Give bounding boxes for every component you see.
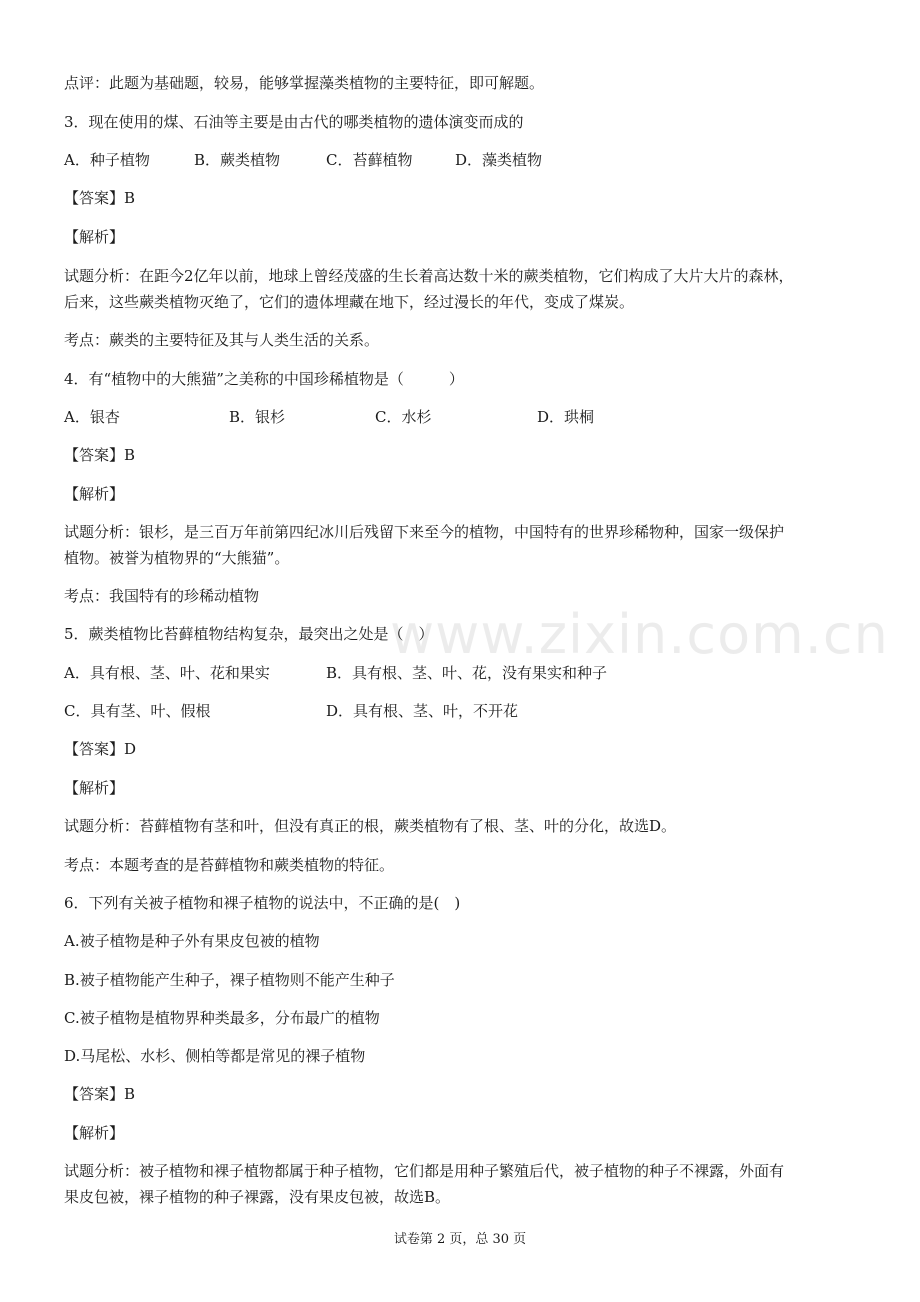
q5-option-d: D．具有根、茎、叶，不开花 xyxy=(326,702,519,720)
analysis-text: 试题分析：银杉，是三百万年前第四纪冰川后残留下来至今的植物，中国特有的世界珍稀物种，国家一级保护 xyxy=(64,523,785,541)
q6-option-d: D.马尾松、水杉、侧柏等都是常见的裸子植物 xyxy=(64,1047,366,1065)
watermark: www.zixin.com.cn xyxy=(390,603,889,666)
q5-option-b: B．具有根、茎、叶、花，没有果实和种子 xyxy=(326,664,608,682)
answer-line: 【答案】B xyxy=(64,446,136,464)
analysis-heading: 【解析】 xyxy=(64,485,125,503)
q5-option-a: A．具有根、茎、叶、花和果实 xyxy=(64,664,270,682)
analysis-heading: 【解析】 xyxy=(64,1124,125,1142)
comment-line: 点评：此题为基础题，较易，能够掌握藻类植物的主要特征，即可解题。 xyxy=(64,74,545,92)
question-3: 3．现在使用的煤、石油等主要是由古代的哪类植物的遗体演变而成的 xyxy=(64,113,524,131)
analysis-text: 试题分析：苔藓植物有茎和叶，但没有真正的根，蕨类植物有了根、茎、叶的分化，故选D。 xyxy=(64,817,677,835)
answer-line: 【答案】D xyxy=(64,740,137,758)
page-footer: 试卷第 2 页，总 30 页 xyxy=(393,1232,527,1247)
q6-option-a: A.被子植物是种子外有果皮包被的植物 xyxy=(64,932,320,950)
q4-option-d: D．珙桐 xyxy=(537,408,595,426)
q6-option-b: B.被子植物能产生种子，裸子植物则不能产生种子 xyxy=(64,971,395,989)
knowledge-point: 考点：蕨类的主要特征及其与人类生活的关系。 xyxy=(64,331,380,349)
knowledge-point: 考点：我国特有的珍稀动植物 xyxy=(64,587,260,605)
analysis-heading: 【解析】 xyxy=(64,228,125,246)
answer-line: 【答案】B xyxy=(64,1085,136,1103)
q4-option-b: B．银杉 xyxy=(229,408,286,426)
q5-option-c: C．具有茎、叶、假根 xyxy=(64,702,211,720)
q4-option-a: A．银杏 xyxy=(64,408,120,426)
analysis-text: 试题分析：在距今2亿年以前，地球上曾经茂盛的生长着高达数十米的蕨类植物，它们构成了大片大片的森林， xyxy=(64,267,794,285)
q3-option-a: A．种子植物 xyxy=(64,151,150,169)
q4-option-c: C．水杉 xyxy=(375,408,432,426)
q3-option-c: C．苔藓植物 xyxy=(326,151,413,169)
analysis-text: 后来，这些蕨类植物灭绝了，它们的遗体埋藏在地下，经过漫长的年代，变成了煤炭。 xyxy=(64,293,635,311)
q6-option-c: C.被子植物是植物界种类最多，分布最广的植物 xyxy=(64,1009,380,1027)
q3-option-d: D．藻类植物 xyxy=(455,151,543,169)
answer-line: 【答案】B xyxy=(64,189,136,207)
knowledge-point: 考点：本题考查的是苔藓植物和蕨类植物的特征。 xyxy=(64,856,395,874)
analysis-text: 试题分析：被子植物和裸子植物都属于种子植物，它们都是用种子繁殖后代，被子植物的种子不裸露，外面有 xyxy=(64,1162,785,1180)
q3-option-b: B．蕨类植物 xyxy=(194,151,281,169)
analysis-text: 植物。被誉为植物界的“大熊猫”。 xyxy=(64,549,290,567)
question-6: 6．下列有关被子植物和裸子植物的说法中，不正确的是( ) xyxy=(64,894,461,912)
question-5: 5．蕨类植物比苔藓植物结构复杂，最突出之处是（ ） xyxy=(64,625,434,643)
question-4: 4．有“植物中的大熊猫”之美称的中国珍稀植物是（ ） xyxy=(64,370,464,388)
analysis-text: 果皮包被，裸子植物的种子裸露，没有果皮包被，故选B。 xyxy=(64,1188,451,1206)
analysis-heading: 【解析】 xyxy=(64,779,125,797)
